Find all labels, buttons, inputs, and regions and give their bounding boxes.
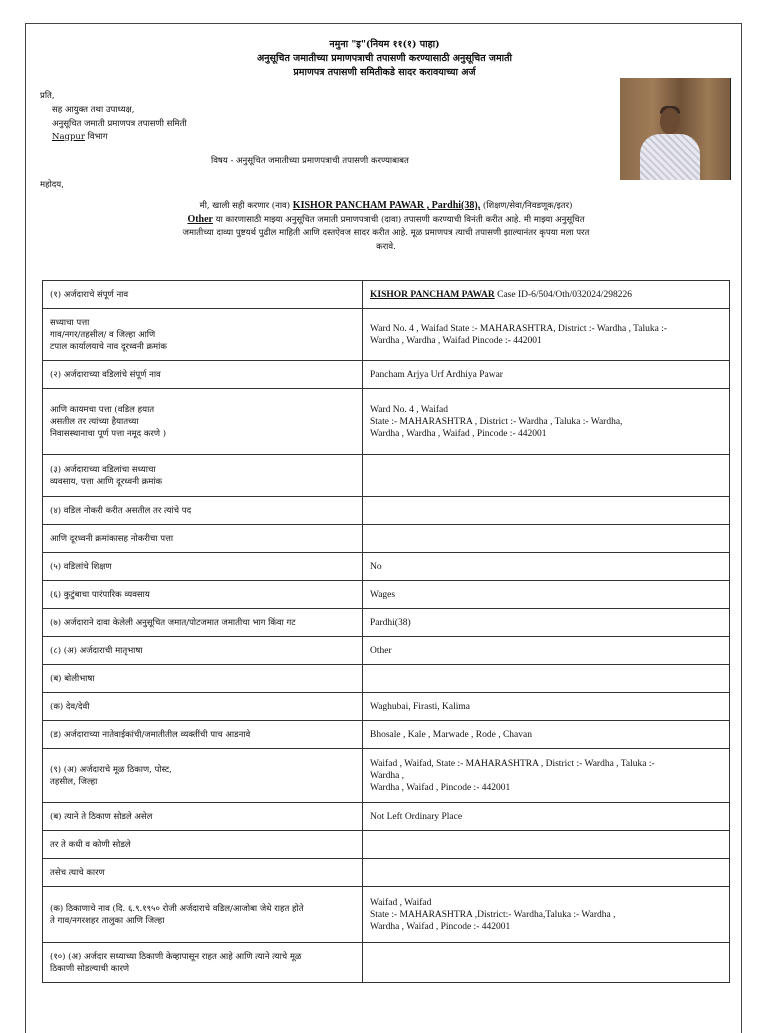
field-label: (४) वडिल नोकरी करीत असतील तर त्यांचे पद (43, 497, 363, 525)
field-label: (क) ठिकाणाचे नाव (दि. ६.९.१९५० रोजी अर्जदाराचे वडिल/आजोबा जेथे राहत होते ते गाव/नगरशहर तालुका आणि जिल्हा (43, 887, 363, 943)
applicant-name-inline: KISHOR PANCHAM PAWAR , Pardhi(38), (292, 200, 481, 211)
field-label: (ब) त्याने ते ठिकाण सोडले असेल (43, 803, 363, 831)
application-table-body (43, 281, 730, 983)
field-label: (ड) अर्जदाराच्या नातेवाईकांची/जमातीतील व्यक्तींची पाच आडनावे (43, 721, 363, 749)
field-label: (१०) (अ) अर्जदार सध्याच्या ठिकाणी केव्हापासून राहत आहे आणि त्याने त्याचे मूळ ठिकाणी सोडल्याची कारणे (43, 943, 363, 983)
table-row (43, 609, 730, 637)
purpose-options: (शिक्षण/सेवा/निवडणूक/इतर) (480, 201, 573, 211)
field-label: (ब) बोलीभाषा (43, 665, 363, 693)
body-line4: करावे. (376, 242, 396, 252)
field-label: (७) अर्जदाराने दावा केलेली अनुसूचित जमात/पोटजमात जमातीचा भाग किंवा गट (43, 609, 363, 637)
field-value (363, 943, 730, 983)
table-row (43, 455, 730, 497)
field-label: तसेच त्याचे कारण (43, 859, 363, 887)
field-label: (१) अर्जदाराचे संपूर्ण नाव (43, 281, 363, 309)
field-label: सध्याचा पत्ता गाव/नगर/तहसील/ व जिल्हा आणि टपाल कार्यालयाचे नाव दूरध्वनी क्रमांक (43, 309, 363, 361)
addressee-division (52, 131, 108, 143)
field-value-text: Case ID-6/504/Oth/032024/298226 (494, 289, 632, 300)
table-row (43, 281, 730, 309)
field-value-text: Wages (370, 589, 396, 600)
field-label: (६) कुटुंबाचा पारंपारिक व्यवसाय (43, 581, 363, 609)
application-table (42, 280, 730, 983)
table-row (43, 749, 730, 803)
field-value-text: Bhosale , Kale , Marwade , Rode , Chavan (370, 729, 532, 740)
field-value (363, 721, 730, 749)
table-row (43, 943, 730, 983)
field-value (363, 389, 730, 455)
table-row (43, 389, 730, 455)
field-value-text: Pancham Arjya Urf Ardhiya Pawar (370, 369, 503, 380)
field-value (363, 693, 730, 721)
field-value-text: Not Left Ordinary Place (370, 811, 463, 822)
photo-shirt (640, 134, 700, 180)
field-value-text: No (370, 561, 382, 572)
applicant-name: KISHOR PANCHAM PAWAR (370, 289, 495, 300)
form-heading-line2: अनुसूचित जमातीच्या प्रमाणपत्राची तपासणी करण्यासाठी अनुसूचित जमाती (257, 53, 512, 64)
purpose-value: Other (187, 214, 213, 225)
field-value (363, 361, 730, 389)
field-label: तर ते कधी व कोणी सोडले (43, 831, 363, 859)
field-value (363, 803, 730, 831)
field-label: (क) देव/देवी (43, 693, 363, 721)
field-value-text: Waifad , Waifad State :- MAHARASHTRA ,District:- Wardha,Taluka :- Wardha , Wardha , Waifad , Pincode :- 442001 (370, 897, 616, 932)
field-value-text: Ward No. 4 , Waifad State :- MAHARASHTRA, District :- Wardha , Taluka :- Wardha , Wardha , Waifad Pincode :- 442001 (370, 323, 668, 346)
body-line1 (126, 199, 646, 213)
field-value (363, 665, 730, 693)
field-value (363, 455, 730, 497)
field-value-text: Waifad , Waifad, State :- MAHARASHTRA , District :- Wardha , Taluka :- Wardha , Wardha , Waifad , Pincode :- 442001 (370, 758, 655, 793)
body-prefix: मी, खाली सही करणार (नाव) (199, 201, 293, 211)
subject-line: विषय - अनुसूचित जमातीच्या प्रमाणपत्राची तपासणी करण्याबाबत (211, 156, 409, 166)
table-row (43, 309, 730, 361)
field-value (363, 859, 730, 887)
table-row (43, 525, 730, 553)
applicant-photo (620, 78, 731, 180)
field-label: आणि कायमचा पत्ता (वडिल हयात असतील तर त्यांच्या हैयातच्या निवासस्थानाचा पूर्ण पत्ता नमूद करणे ) (43, 389, 363, 455)
field-label: (२) अर्जदाराच्या वडिलांचे संपूर्ण नाव (43, 361, 363, 389)
field-value-text: Ward No. 4 , Waifad State :- MAHARASHTRA , District :- Wardha , Taluka :- Wardha, Wardha , Wardha , Waifad , Pincode :- 442001 (370, 404, 623, 439)
field-label: (८) (अ) अर्जदाराची मातृभाषा (43, 637, 363, 665)
table-row (43, 581, 730, 609)
body-line2-text: या कारणासाठी माझ्या अनुसूचित जमाती प्रमाणपत्राची (दावा) तपासणी करण्याची विनंती करीत आहे. मी माझ्या अनुसूचित (212, 215, 585, 225)
table-row (43, 831, 730, 859)
field-value (363, 497, 730, 525)
addressee-line1: सह आयुक्त तथा उपाध्यक्ष, (52, 105, 135, 115)
field-value (363, 887, 730, 943)
field-value (363, 581, 730, 609)
field-label: आणि दूरध्वनी क्रमांकासह नोकरीचा पत्ता (43, 525, 363, 553)
body-line3: जमातीच्या दाव्या पुष्टयर्थ पुढील माहिती आणि दस्तऐवज सादर करीत आहे. मूळ प्रमाणपत्र त्याची तपासणी झाल्यानंतर कृपया मला परत (182, 228, 590, 238)
field-label: (९) (अ) अर्जदाराचे मूळ ठिकाण, पोस्ट, तहसील, जिल्हा (43, 749, 363, 803)
field-value (363, 749, 730, 803)
table-row (43, 721, 730, 749)
division-suffix: विभाग (84, 132, 108, 142)
form-heading-line3: प्रमाणपत्र तपासणी समितीकडे सादर करावयाच्या अर्ज (293, 67, 476, 78)
form-page (25, 23, 742, 1033)
table-row (43, 637, 730, 665)
field-value (363, 609, 730, 637)
addressee-line2: अनुसूचित जमाती प्रमाणपत्र तपासणी समिती (52, 119, 187, 129)
table-row (43, 361, 730, 389)
form-title: नमुना "इ"(नियम ११(१) पाहा) (329, 39, 440, 50)
field-value-text: Waghubai, Firasti, Kalima (370, 701, 471, 712)
table-row (43, 859, 730, 887)
table-row (43, 497, 730, 525)
division-name: Nagpur (52, 132, 85, 142)
table-row (43, 553, 730, 581)
field-value-text: Pardhi(38) (370, 617, 411, 628)
table-row (43, 887, 730, 943)
addressee-prati: प्रति, (40, 91, 55, 101)
table-row (43, 665, 730, 693)
table-row (43, 693, 730, 721)
table-row (43, 803, 730, 831)
field-value-text: Other (370, 645, 392, 656)
field-label: (३) अर्जदाराच्या वडिलांचा सध्याचा व्यवसाय, पत्ता आणि दूरध्वनी क्रमांक (43, 455, 363, 497)
field-value (363, 831, 730, 859)
field-value (363, 281, 730, 309)
body-line2 (126, 213, 646, 227)
field-value (363, 637, 730, 665)
photo-face (660, 108, 680, 134)
salutation: महोदय, (40, 180, 64, 190)
field-value (363, 309, 730, 361)
field-value (363, 553, 730, 581)
field-label: (५) वडिलांचे शिक्षण (43, 553, 363, 581)
field-value (363, 525, 730, 553)
